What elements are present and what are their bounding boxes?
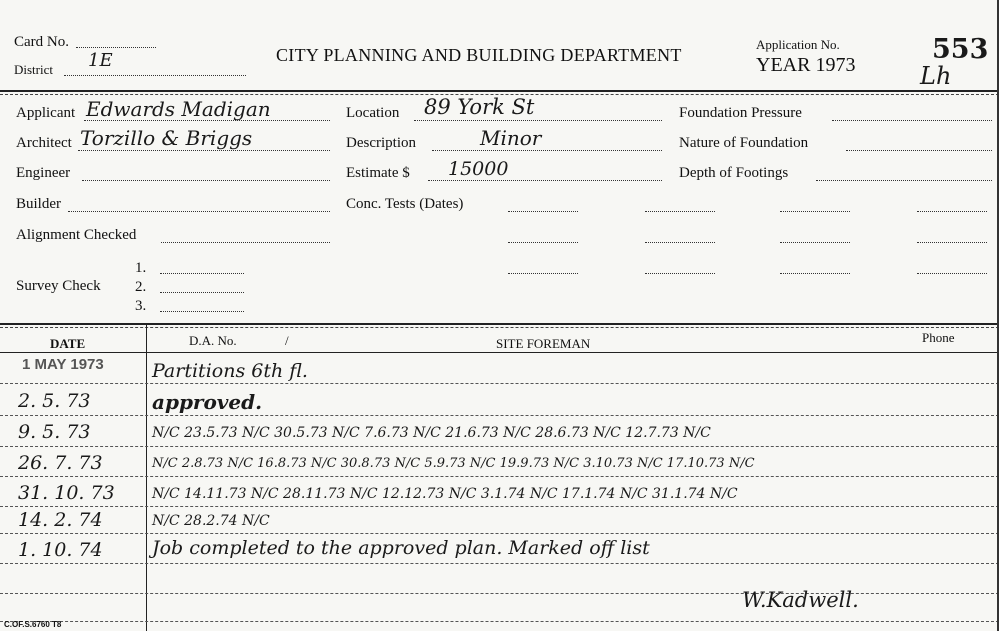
survey-num-1: 1. [135,260,147,276]
foundation-pressure-label: Foundation Pressure [679,105,802,121]
architect-value: Torzillo & Briggs [80,126,253,150]
application-number: 553 [932,34,989,65]
district-value: 1E [88,50,113,71]
estimate-value: 15000 [448,158,509,180]
inspector-signature: W.Kadwell. [742,588,859,612]
builder-label: Builder [16,196,61,212]
row-7-text: Job completed to the approved plan. Marked off list [152,537,650,559]
conc-tests-label: Conc. Tests (Dates) [346,196,464,212]
location-value: 89 York St [424,95,535,119]
date-column-divider [146,323,147,631]
card-no-label: Card No. [14,34,69,50]
row-2-text: approved. [152,390,263,414]
row-4-text: N/C 2.8.73 N/C 16.8.73 N/C 30.8.73 N/C 5.9.73 N/C 19.9.73 N/C 3.10.73 N/C 17.10.73 N/C [152,456,755,471]
site-foreman-header: SITE FOREMAN [496,336,591,351]
alignment-label: Alignment Checked [16,227,137,243]
application-no-label: Application No. [756,37,840,52]
row-1-text: Partitions 6th fl. [152,360,308,382]
row-6-date: 14. 2. 74 [18,509,103,531]
da-slash: / [285,333,289,348]
survey-num-2: 2. [135,279,147,295]
location-label: Location [346,105,400,121]
estimate-label: Estimate $ [346,165,410,181]
year-label: YEAR 1973 [756,54,856,76]
da-no-header: D.A. No. [189,333,237,348]
form-code: C.OF.S.6760 T8 [4,620,62,629]
row-3-text: N/C 23.5.73 N/C 30.5.73 N/C 7.6.73 N/C 21.6.73 N/C 28.6.73 N/C 12.7.73 N/C [152,425,711,441]
engineer-label: Engineer [16,165,71,181]
district-label: District [14,62,53,77]
department-title: CITY PLANNING AND BUILDING DEPARTMENT [276,45,682,65]
row-5-date: 31. 10. 73 [18,482,115,504]
initials: Lh [920,62,952,90]
survey-check-label: Survey Check [16,278,101,294]
phone-header: Phone [922,330,955,345]
row-7-date: 1. 10. 74 [18,539,103,561]
row-3-date: 9. 5. 73 [18,421,91,443]
row-2-date: 2. 5. 73 [18,390,91,412]
description-label: Description [346,135,416,151]
row-5-text: N/C 14.11.73 N/C 28.11.73 N/C 12.12.73 N/C 3.1.74 N/C 17.1.74 N/C 31.1.74 N/C [152,486,738,502]
applicant-value: Edwards Madigan [86,97,271,121]
row-4-date: 26. 7. 73 [18,452,103,474]
depth-footings-label: Depth of Footings [679,165,789,181]
applicant-label: Applicant [16,105,76,121]
nature-foundation-label: Nature of Foundation [679,135,809,151]
architect-label: Architect [16,135,72,151]
description-value: Minor [480,126,542,150]
date-stamp: 1 MAY 1973 [22,356,104,373]
survey-num-3: 3. [135,298,147,314]
date-header: DATE [50,336,86,351]
row-6-text: N/C 28.2.74 N/C [152,513,270,529]
